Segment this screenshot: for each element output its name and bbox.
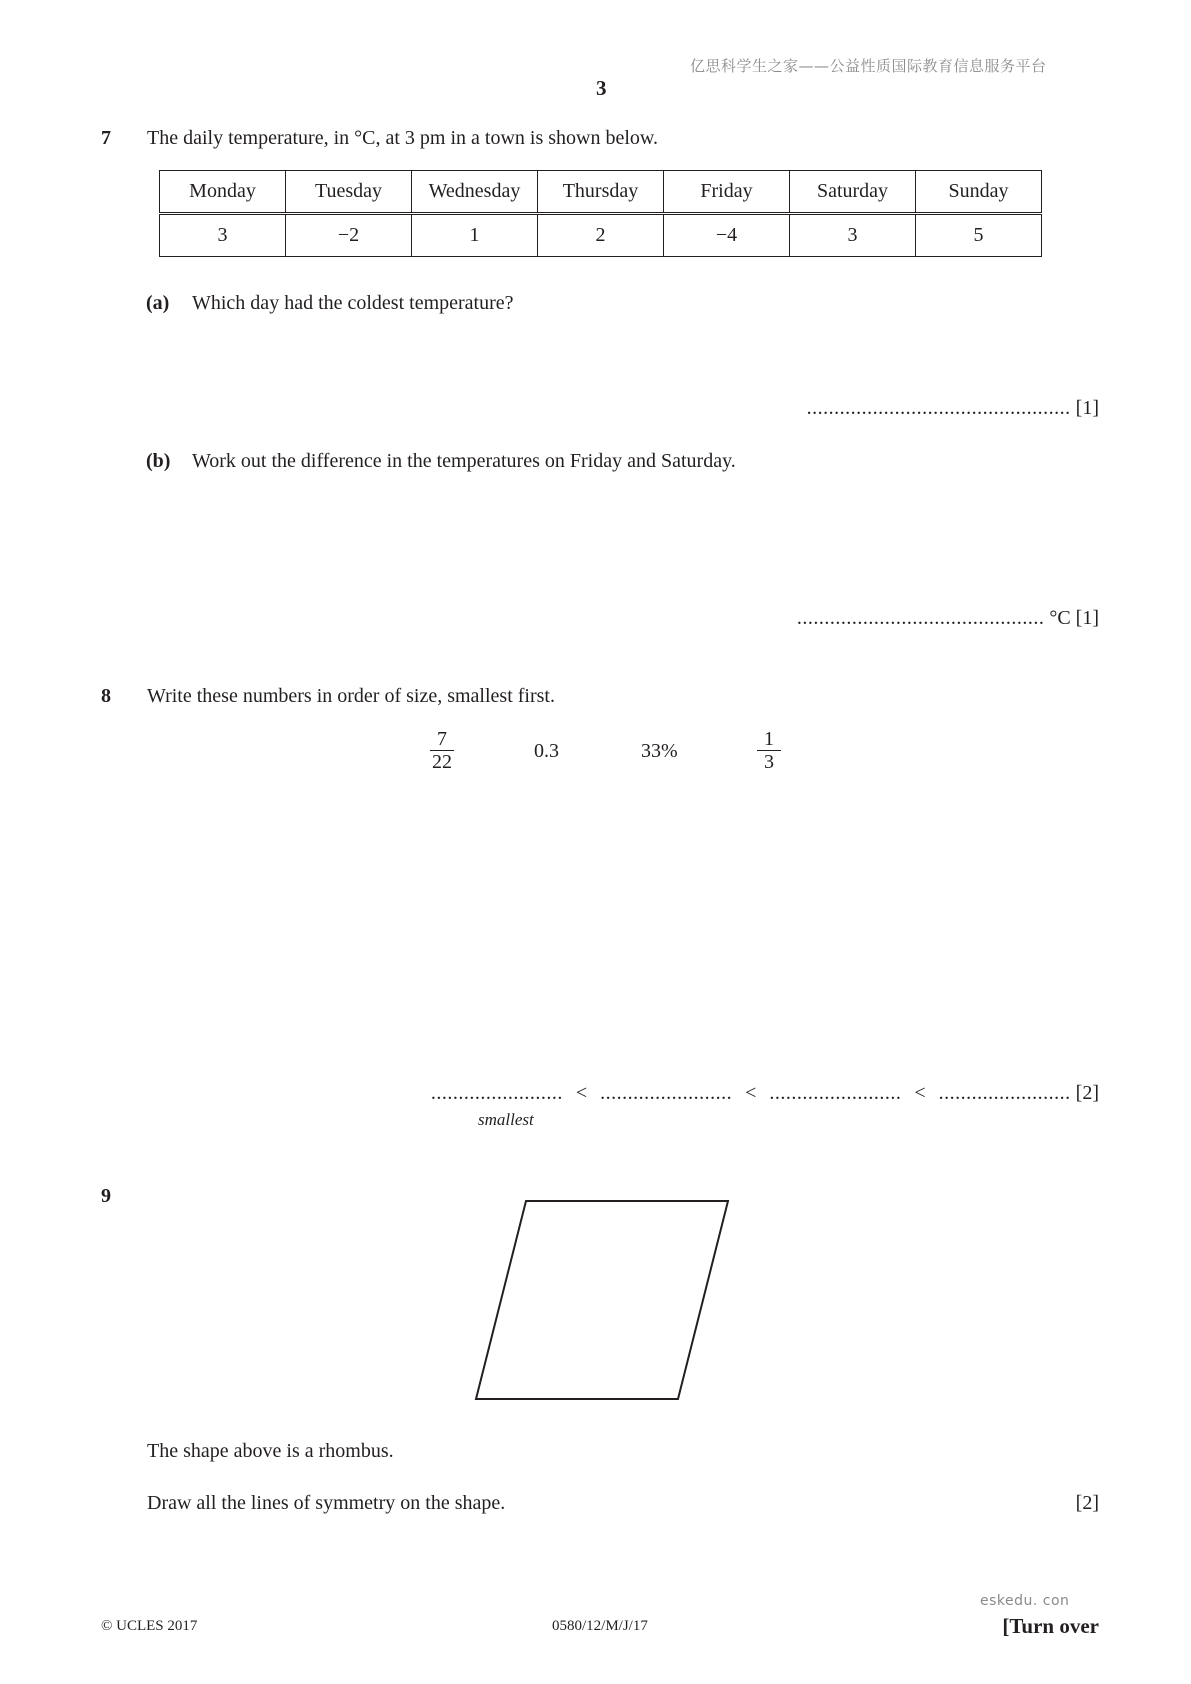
question-9-marks: [2] <box>1075 1492 1099 1514</box>
question-9-number: 9 <box>101 1185 111 1207</box>
fraction-one-third <box>754 728 784 773</box>
question-8-number: 8 <box>101 685 111 707</box>
watermark-text: 亿思科学生之家——公益性质国际教育信息服务平台 <box>690 57 1047 75</box>
question-9-text-1: The shape above is a rhombus. <box>147 1440 394 1462</box>
numerator: 7 <box>437 728 447 750</box>
blank-3: ........................ <box>769 1082 902 1104</box>
part-b-label: (b) <box>146 450 171 472</box>
fraction-seven-twentytwo <box>427 728 457 773</box>
part-a-answer-line[interactable] <box>807 397 1099 420</box>
marks-label: [1] <box>1075 397 1099 419</box>
temp-cell: 5 <box>916 214 1042 257</box>
question-9-text-2: Draw all the lines of symmetry on the shape. <box>147 1492 506 1514</box>
temp-cell: 2 <box>538 214 664 257</box>
temp-cell: 3 <box>790 214 916 257</box>
marks-label: [1] <box>1075 607 1099 629</box>
question-8-text: Write these numbers in order of size, smallest first. <box>147 685 555 707</box>
smallest-label: smallest <box>478 1110 534 1129</box>
unit-label: °C <box>1049 607 1071 629</box>
blank-4: ........................ <box>938 1082 1071 1104</box>
page-number: 3 <box>596 76 607 100</box>
day-cell: Tuesday <box>286 171 412 214</box>
question-7-number: 7 <box>101 127 111 149</box>
numerator: 1 <box>764 728 774 750</box>
table-header-row <box>160 171 1042 214</box>
table-row <box>160 214 1042 257</box>
day-cell: Thursday <box>538 171 664 214</box>
blank-2: ........................ <box>600 1082 733 1104</box>
temp-cell: −4 <box>664 214 790 257</box>
day-cell: Saturday <box>790 171 916 214</box>
blank-1: ........................ <box>430 1082 563 1104</box>
answer-dots: ................................................ <box>806 397 1071 419</box>
day-cell: Monday <box>160 171 286 214</box>
less-than-sign: < <box>575 1082 588 1104</box>
answer-dots: ............................................. <box>796 607 1045 629</box>
day-cell: Friday <box>664 171 790 214</box>
part-a-label: (a) <box>146 292 170 314</box>
day-cell: Wednesday <box>412 171 538 214</box>
rhombus-diagram[interactable] <box>460 1190 740 1400</box>
turn-over-label: [Turn over <box>1002 1614 1099 1638</box>
question-7-intro: The daily temperature, in °C, at 3 pm in a town is shown below. <box>147 127 659 149</box>
less-than-sign: < <box>914 1082 926 1104</box>
copyright: © UCLES 2017 <box>101 1618 198 1634</box>
part-b-answer-line[interactable] <box>797 607 1099 630</box>
paper-code: 0580/12/M/J/17 <box>552 1618 648 1634</box>
temp-cell: −2 <box>286 214 412 257</box>
part-a-question: Which day had the coldest temperature? <box>192 292 514 314</box>
less-than-sign: < <box>745 1082 757 1104</box>
site-watermark: eskedu. con <box>980 1593 1070 1609</box>
decimal-value: 0.3 <box>534 740 559 762</box>
day-cell: Sunday <box>916 171 1042 214</box>
denominator: 22 <box>432 751 452 773</box>
temp-cell: 1 <box>412 214 538 257</box>
rhombus-shape[interactable] <box>476 1201 728 1399</box>
temperature-table <box>159 170 1042 257</box>
part-b-question: Work out the difference in the temperatures on Friday and Saturday. <box>192 450 736 472</box>
denominator: 3 <box>764 751 774 773</box>
percent-value: 33% <box>641 740 678 762</box>
marks-label: [2] <box>1075 1082 1099 1104</box>
order-answer-line[interactable] <box>431 1082 1099 1105</box>
temp-cell: 3 <box>160 214 286 257</box>
